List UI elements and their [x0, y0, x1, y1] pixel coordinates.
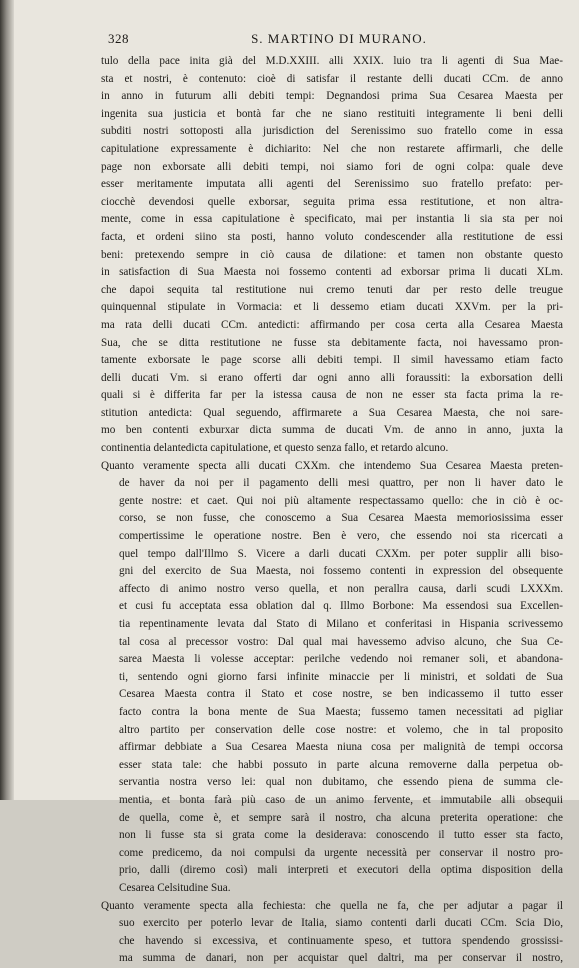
text-line: facto contra la bona mente de Sua Maesta; fussemo tamen necessitati ad pigliar [119, 705, 563, 718]
text-line: ciocchè devendosi quelle exborsar, seguita prima essa restitutione, et non altra- [101, 195, 563, 208]
text-line: facta, et ordeni siino sta posti, hanno voluto condescender alla restitutione de essi [101, 230, 563, 243]
text-line: in satisfaction di Sua Maesta noi fossemo contenti ad exborsar prima li ducati XLm. [101, 266, 563, 279]
text-line: suo exercito per poterlo levar de Italia, siamo contenti darli ducati CCm. Scia Dio, [119, 917, 563, 930]
text-line: gni del exercito de Sua Maesta, noi fossemo contenti in expression del obsequente [119, 565, 563, 578]
text-line: gente nostre: et caet. Qui noi più altamente respectassamo quello: che in ciò è oc- [119, 494, 563, 507]
text-line: sarea Maesta li volesse acceptar: perilche vedendo noi remaner soli, et abandona- [119, 653, 563, 666]
text-line: esser meritamente imputata alli agenti del Serenissimo suo fratello prefato: per- [101, 178, 563, 191]
text-line: et cusi fu acceptata essa oblation dal q. Illmo Borbone: Ma essendosi sua Excellen- [119, 600, 563, 613]
text-line: quinquennal stipulate in Vormacia: et li dessemo etiam ducati XXVm. per la pri- [101, 301, 563, 314]
body-text [101, 53, 563, 968]
text-line: page non exborsate alli debiti tempi, noi siamo fori de ogni colpa: quale deve [101, 160, 563, 173]
text-line: altro partito per conservation delle cose nostre: et volemo, che in tal proposito [119, 723, 563, 736]
text-line: affirmar debbiate a Sua Cesarea Maesta niuna cosa per malignità de tempi occorsa [119, 741, 563, 754]
text-line: mente, come in essa capitulatione è specificato, mai per instantia li sia sta per noi [101, 213, 563, 226]
page-number: 328 [108, 31, 129, 46]
text-line: capitulatione expressamente è dichiarito: Nel che non restarete affirmarli, che delle [101, 142, 563, 155]
text-line: che dapoi sequita tal restitutione nui cremo tenuti dar per resto delle treugue [101, 283, 563, 296]
text-line: tal cosa al precessor vostro: Dal qual mai havessemo adviso alcuno, che Sua Ce- [119, 635, 563, 648]
text-line: de haver da noi per il pagamento delli mesi quattro, per non li haver dato le [119, 477, 563, 490]
text-line: tia repentinamente levata dal Stato di Milano et conferitasi in Hispania scrivessemo [119, 618, 563, 630]
text-line: tamente exborsate le page scorse alli debiti tempi. Il simil havessamo etiam facto [101, 354, 563, 367]
text-line: ti, sentendo ogni giorno farsi infinite minaccie per li ministri, et soldati de Sua [119, 670, 563, 683]
page-header [108, 31, 570, 51]
text-line: non li fusse sta si grata come la desiderava: conoscendo il tutto esser sta facto, [119, 829, 563, 842]
text-line: stitution antedicta: Qual seguendo, affirmarete a Sua Cesarea Maesta, che noi sare- [101, 406, 563, 419]
text-line: ma summa de danari, non per acquistar quel daltri, ma per conservar il nostro, [119, 952, 563, 965]
book-spine-shadow [0, 0, 14, 800]
text-line: prio, dalli (diremo così) mali interpreti et executori della optima disposition della [119, 864, 563, 877]
paragraph [101, 53, 563, 458]
text-line: che havendo si excessiva, et continuamente speso, et tuttora spendendo grossissi- [119, 934, 563, 947]
text-line: delli ducati Vm. si erano offerti dar ogni anno alli foraussiti: la exborsation delli [101, 371, 563, 384]
text-line: affecto di animo nostro verso quella, et non perallra causa, darli scudi LXXXm. [119, 582, 563, 595]
text-line: come predicemo, da noi compulsi da urgente necessità per conservar il nostro pro- [119, 846, 563, 859]
text-line: beni: pretexendo sempre in ciò causa de dilatione: et tamen non obstante questo [101, 248, 563, 261]
text-line: de quella, come è, et sempre sarà il nostro, cha alcuna preterita operatione: che [119, 811, 563, 824]
text-line: subditi nostri sottoposti alla jurisdiction del Serenissimo suo fratello come in essa [101, 125, 563, 138]
paragraph [101, 458, 563, 898]
paragraph [101, 898, 563, 968]
text-line: servantia nostra verso lei: qual non dubitamo, che essendo piena de summa cle- [119, 776, 563, 789]
text-line: compertissime le operatione nostre. Ben è vero, che essendo noi sta ricercati a [119, 530, 563, 543]
text-line: Quanto veramente specta alli ducati CXXm. che intendemo Sua Cesarea Maesta preten- [101, 459, 563, 472]
text-line: mentia, et bonta farà più caso de un animo fervente, et immutabile alli obsequii [119, 793, 563, 806]
text-line: Sua, che se ditta restitutione ne fusse sta debitamente facta, noi havessamo pron- [101, 336, 563, 349]
text-line: sta et nostri, è contenuto: cioè di satisfar il restante delli ducati CCm. de anno [101, 72, 563, 85]
text-line: Cesarea Celsitudine Sua. [119, 881, 231, 894]
text-line: in anno in futurum alli debiti tempi: Degnandosi prima Sua Cesarea Maesta per [101, 90, 563, 103]
text-line: tulo della pace inita già del M.D.XXIII. alli XXIX. luio tra li agenti di Sua Mae- [101, 55, 563, 67]
running-head: S. MARTINO DI MURANO. [251, 31, 427, 46]
text-line: Quanto veramente specta alla fechiesta: che quella ne fa, che per adjutar a pagar il [101, 899, 563, 912]
text-line: continentia delantedicta capitulatione, et questo senza fallo, et retardo alcuno. [101, 442, 449, 455]
text-line: quali si è differita far per la istessa causa de non ne esser sta facta prima la re- [101, 389, 563, 402]
text-line: corso, se non fusse, che conoscemo a Sua Cesarea Maesta memoriosissima esser [119, 512, 563, 525]
text-line: Cesarea Maesta contra il Stato et cose nostre, se ben indicassemo il tutto esser [119, 688, 563, 701]
text-line: quel tempo dall'Illmo S. Vicere a darli ducati CXXm. per poter supplir alli biso- [119, 547, 563, 560]
text-line: ingenita sua justicia et bontà far che ne siano restituiti integramente li beni delli [101, 107, 563, 120]
text-line: mo ben contenti exburxar dicta summa de ducati Vm. de anno in anno, juxta la [101, 424, 563, 437]
text-line: ma rata delli ducati CCm. antedicti: affirmando per cosa certa alla Cesarea Maesta [101, 318, 563, 331]
text-line: esser stata tale: che habbi possuto in parte alcuna removerne dalla perpetua ob- [119, 758, 563, 771]
